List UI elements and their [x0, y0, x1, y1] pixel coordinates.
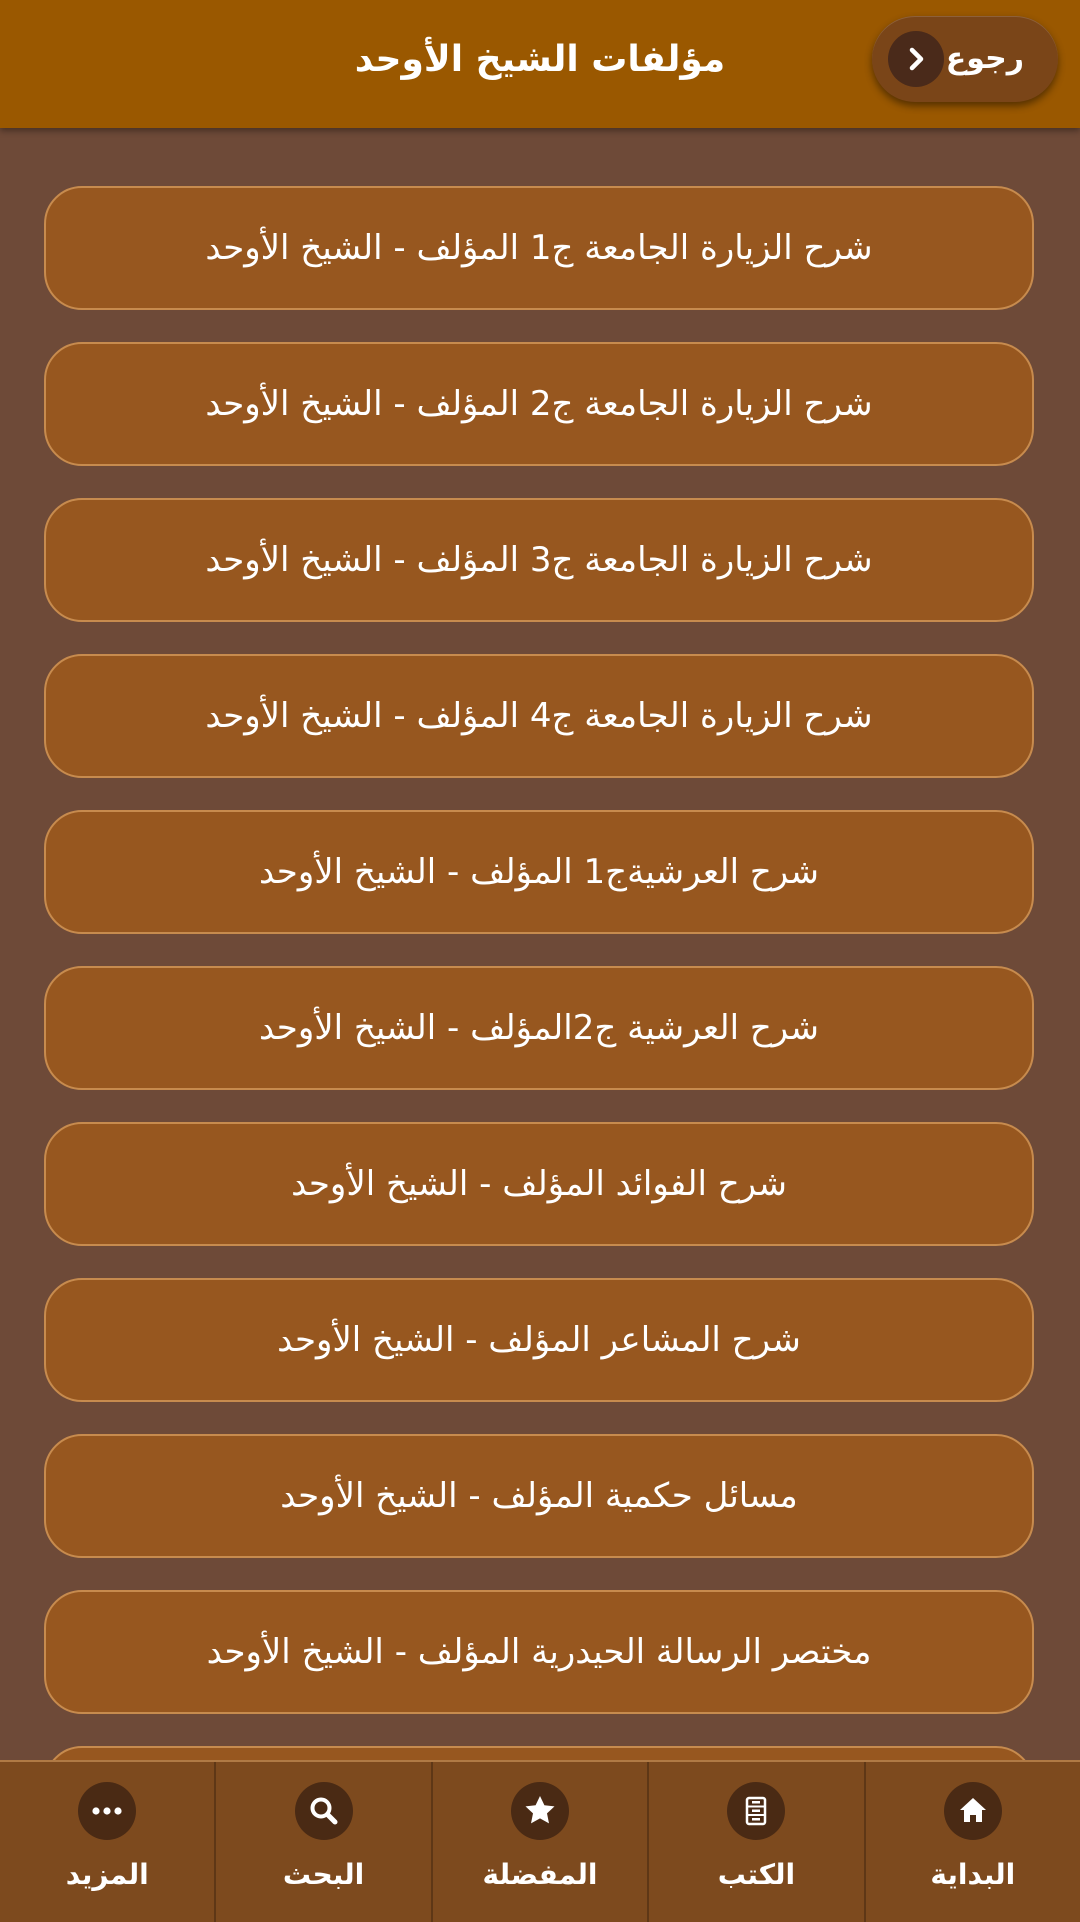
book-item[interactable]	[44, 654, 1034, 778]
star-icon	[511, 1782, 569, 1840]
tab-search[interactable]	[216, 1762, 432, 1922]
back-button-label: رجوع	[945, 41, 1024, 76]
book-item[interactable]	[44, 966, 1034, 1090]
tab-favorites[interactable]	[433, 1762, 649, 1922]
book-item-label: شرح الزيارة الجامعة ج3 المؤلف - الشيخ الأوحد	[205, 540, 873, 580]
page-title: مؤلفات الشيخ الأوحد	[354, 39, 726, 80]
tab-books[interactable]	[649, 1762, 865, 1922]
tab-books-label: الكتب	[717, 1858, 796, 1891]
book-item-label: شرح العرشيةج1 المؤلف - الشيخ الأوحد	[258, 852, 820, 892]
book-item[interactable]	[44, 1122, 1034, 1246]
book-item-label: شرح الزيارة الجامعة ج1 المؤلف - الشيخ الأوحد	[205, 228, 873, 268]
book-item[interactable]	[44, 1590, 1034, 1714]
tab-home[interactable]	[866, 1762, 1080, 1922]
book-item-label: شرح المشاعر المؤلف - الشيخ الأوحد	[277, 1320, 801, 1360]
book-item-label: شرح الزيارة الجامعة ج2 المؤلف - الشيخ الأوحد	[205, 384, 873, 424]
book-item[interactable]	[44, 1434, 1034, 1558]
book-item-label: مسائل حكمية المؤلف - الشيخ الأوحد	[280, 1476, 798, 1516]
tab-more[interactable]	[0, 1762, 216, 1922]
chevron-right-icon	[888, 31, 944, 87]
book-item-label: شرح الفوائد المؤلف - الشيخ الأوحد	[291, 1164, 787, 1204]
tab-search-label: البحث	[282, 1858, 365, 1891]
more-icon	[78, 1782, 136, 1840]
tab-home-label: البداية	[930, 1858, 1016, 1891]
search-icon	[295, 1782, 353, 1840]
books-list[interactable]	[0, 128, 1080, 1760]
book-item[interactable]	[44, 498, 1034, 622]
book-item[interactable]	[44, 1746, 1034, 1760]
back-button[interactable]	[872, 16, 1058, 102]
books-icon	[727, 1782, 785, 1840]
tab-favorites-label: المفضلة	[482, 1858, 598, 1891]
tab-more-label: المزيد	[65, 1858, 149, 1891]
home-icon	[944, 1782, 1002, 1840]
bottom-tab-bar	[0, 1760, 1080, 1922]
book-item[interactable]	[44, 1278, 1034, 1402]
book-item-label: شرح الزيارة الجامعة ج4 المؤلف - الشيخ الأوحد	[205, 696, 873, 736]
book-item-label: شرح العرشية ج2المؤلف - الشيخ الأوحد	[258, 1008, 820, 1048]
book-item[interactable]	[44, 186, 1034, 310]
book-item[interactable]	[44, 810, 1034, 934]
book-item-label: مختصر الرسالة الحيدرية المؤلف - الشيخ الأوحد	[206, 1632, 872, 1672]
book-item[interactable]	[44, 342, 1034, 466]
app-header	[0, 0, 1080, 128]
